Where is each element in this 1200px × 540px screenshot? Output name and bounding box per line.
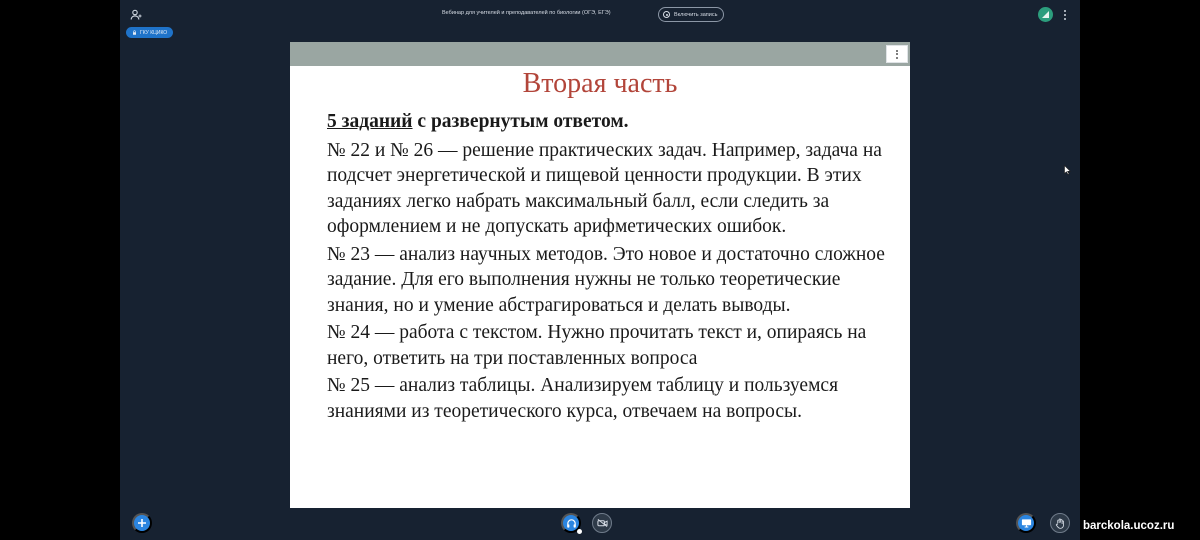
site-watermark: barckola.ucoz.ru: [1083, 520, 1175, 532]
mouse-cursor-icon: [1064, 162, 1071, 172]
plus-icon: [137, 518, 147, 528]
slide-options-button[interactable]: [886, 45, 908, 63]
headphones-icon: [566, 518, 577, 529]
presenter-label: ГКУ КЦИКО: [140, 29, 168, 36]
slide-paragraph: № 22 и № 26 — решение практических задач. Например, задача на подсчет энергетической и пищевой ценности продукции. В этих заданиях легко набрать максимальный балл, если следить за оформлением и не допускать арифметических ошибок.: [327, 139, 882, 237]
slide-header-band: [290, 42, 910, 66]
screen-share-button[interactable]: [1016, 513, 1036, 533]
users-icon[interactable]: [130, 8, 144, 22]
record-button-label: Включить запись: [674, 11, 718, 18]
slide-paragraph: № 23 — анализ научных методов. Это новое и достаточно сложное задание. Для его выполнения нужны не только теоретические знания, но и умение абстрагироваться и делать выводы.: [327, 243, 885, 316]
lock-icon: [132, 30, 137, 35]
slide-intro-underlined: 5 заданий: [327, 111, 413, 132]
slide-paragraph: № 24 — работа с текстом. Нужно прочитать текст и, опираясь на него, ответить на три поставленных вопроса: [327, 322, 867, 369]
raise-hand-button[interactable]: [1050, 513, 1070, 533]
slide-paragraph: № 25 — анализ таблицы. Анализируем таблицу и пользуемся знаниями из теоретического курса, отвечаем на вопросы.: [327, 375, 839, 422]
connection-status-icon[interactable]: [1038, 7, 1053, 22]
meeting-title: Вебинар для учителей и преподавателей по биологии (ОГЭ, ЕГЭ): [442, 10, 611, 16]
actions-button[interactable]: [132, 513, 152, 533]
kebab-menu-icon[interactable]: [1061, 8, 1069, 22]
audio-status-dot: [577, 529, 582, 534]
video-button[interactable]: [592, 513, 612, 533]
slide-title: Вторая часть: [522, 68, 678, 99]
top-bar: [120, 0, 1080, 36]
slide-intro: [327, 109, 897, 135]
bottom-controls: [120, 505, 1080, 540]
raise-hand-icon: [1055, 518, 1065, 529]
record-button[interactable]: [658, 7, 724, 22]
slide-body: [327, 109, 897, 426]
video-camera-icon: [597, 518, 608, 528]
webinar-app-window: [120, 0, 1080, 540]
record-icon: [663, 11, 670, 18]
screen-share-icon: [1021, 518, 1032, 528]
slide-intro-rest: с развернутым ответом.: [412, 111, 629, 132]
presenter-badge[interactable]: [126, 27, 173, 38]
presentation-slide: [290, 42, 910, 508]
